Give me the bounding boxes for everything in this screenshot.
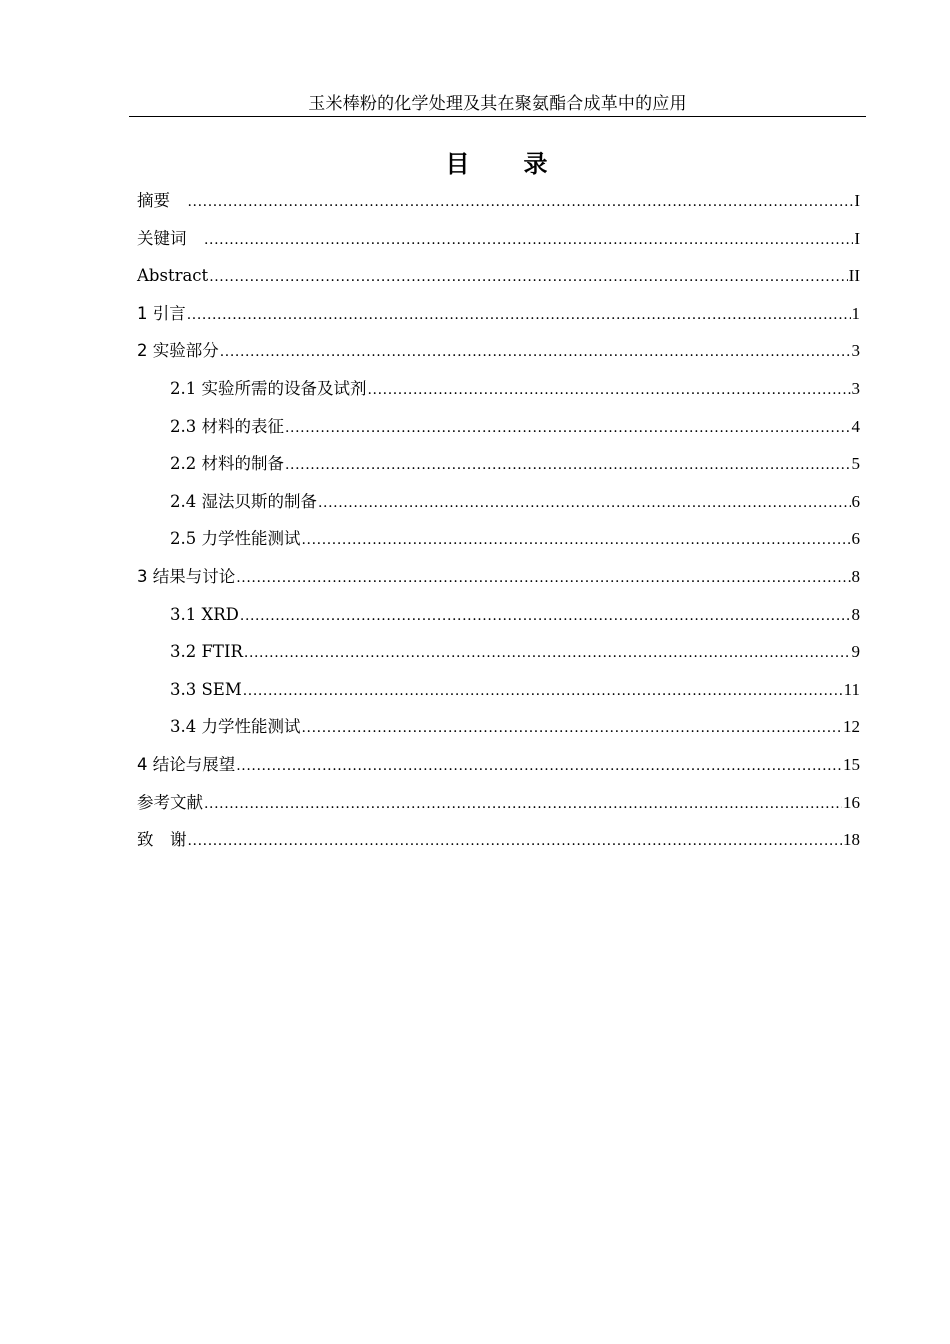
header-rule [129, 116, 866, 117]
toc-entry-page-number: II [848, 266, 860, 286]
toc-entry-label: 3.1 XRD [170, 604, 239, 624]
toc-dot-leader [188, 825, 843, 857]
toc-dot-leader [302, 712, 843, 744]
toc-entry-label: 摘要 [137, 191, 187, 210]
toc-dot-leader [220, 336, 851, 368]
toc-entry-page-number: 3 [851, 341, 860, 361]
toc-entry-label: 3 结果与讨论 [137, 566, 236, 586]
toc-entry-label: 3.4 力学性能测试 [170, 717, 301, 737]
toc-entry-label: Abstract [137, 266, 209, 286]
toc-entry-label: 3.2 FTIR [170, 642, 243, 662]
toc-entry[interactable] [137, 486, 860, 524]
toc-entry-page-number: I [854, 228, 860, 248]
toc-entry[interactable] [137, 749, 860, 787]
toc-entry[interactable] [137, 523, 860, 561]
toc-entry[interactable] [137, 185, 860, 223]
toc-entry[interactable] [137, 599, 860, 637]
toc-dot-leader [204, 224, 853, 256]
toc-entry-label: 2 实验部分 [137, 341, 219, 361]
toc-entry[interactable] [137, 223, 860, 261]
running-header: 玉米棒粉的化学处理及其在聚氨酯合成革中的应用 [308, 94, 687, 114]
table-of-contents [137, 185, 860, 862]
toc-entry-page-number: 16 [843, 792, 860, 812]
toc-entry-page-number: 12 [843, 717, 860, 737]
toc-entry-page-number: 8 [851, 604, 860, 624]
toc-entry[interactable] [137, 373, 860, 411]
toc-entry-label: 2.1 实验所需的设备及试剂 [170, 378, 367, 398]
toc-entry-label: 2.3 材料的表征 [170, 416, 284, 436]
toc-entry-label: 参考文献 [137, 792, 203, 812]
toc-entry-label: 3.3 SEM [170, 679, 242, 699]
toc-dot-leader [285, 412, 851, 444]
toc-entry[interactable] [137, 448, 860, 486]
toc-dot-leader [209, 261, 847, 293]
toc-entry[interactable] [137, 787, 860, 825]
toc-entry[interactable] [137, 674, 860, 712]
toc-entry[interactable] [137, 335, 860, 373]
toc-dot-leader [318, 487, 851, 519]
toc-entry-page-number: 11 [843, 679, 860, 699]
toc-entry-label: 致 谢 [137, 830, 187, 850]
toc-entry-label: 2.4 湿法贝斯的制备 [170, 491, 317, 511]
toc-title: 目 录 [445, 150, 550, 178]
toc-entry-page-number: 8 [851, 566, 860, 586]
toc-entry-page-number: 18 [843, 830, 860, 850]
toc-entry-page-number: 5 [851, 454, 860, 474]
toc-dot-leader [188, 186, 854, 218]
toc-entry-page-number: 1 [851, 303, 860, 323]
toc-entry-label: 关键词 [137, 228, 203, 248]
toc-entry[interactable] [137, 298, 860, 336]
toc-entry[interactable] [137, 561, 860, 599]
toc-entry-label: 4 结论与展望 [137, 754, 236, 774]
toc-dot-leader [368, 374, 851, 406]
toc-entry-label: 2.2 材料的制备 [170, 454, 284, 474]
toc-entry[interactable] [137, 411, 860, 449]
toc-entry-page-number: 6 [851, 491, 860, 511]
toc-entry[interactable] [137, 260, 860, 298]
toc-dot-leader [236, 562, 850, 594]
toc-entry[interactable] [137, 711, 860, 749]
toc-dot-leader [243, 675, 843, 707]
toc-dot-leader [302, 524, 851, 556]
toc-dot-leader [240, 600, 851, 632]
toc-entry-page-number: 6 [851, 529, 860, 549]
toc-dot-leader [187, 299, 851, 331]
toc-dot-leader [244, 637, 851, 669]
toc-entry[interactable] [137, 636, 860, 674]
toc-entry[interactable] [137, 824, 860, 862]
toc-entry-label: 2.5 力学性能测试 [170, 529, 301, 549]
toc-dot-leader [285, 449, 851, 481]
toc-entry-page-number: I [854, 191, 860, 210]
toc-dot-leader [236, 750, 842, 782]
toc-entry-label: 1 引言 [137, 303, 186, 323]
toc-dot-leader [204, 788, 842, 820]
toc-entry-page-number: 4 [851, 416, 860, 436]
toc-entry-page-number: 9 [851, 642, 860, 662]
toc-entry-page-number: 3 [851, 378, 860, 398]
toc-entry-page-number: 15 [843, 754, 860, 774]
